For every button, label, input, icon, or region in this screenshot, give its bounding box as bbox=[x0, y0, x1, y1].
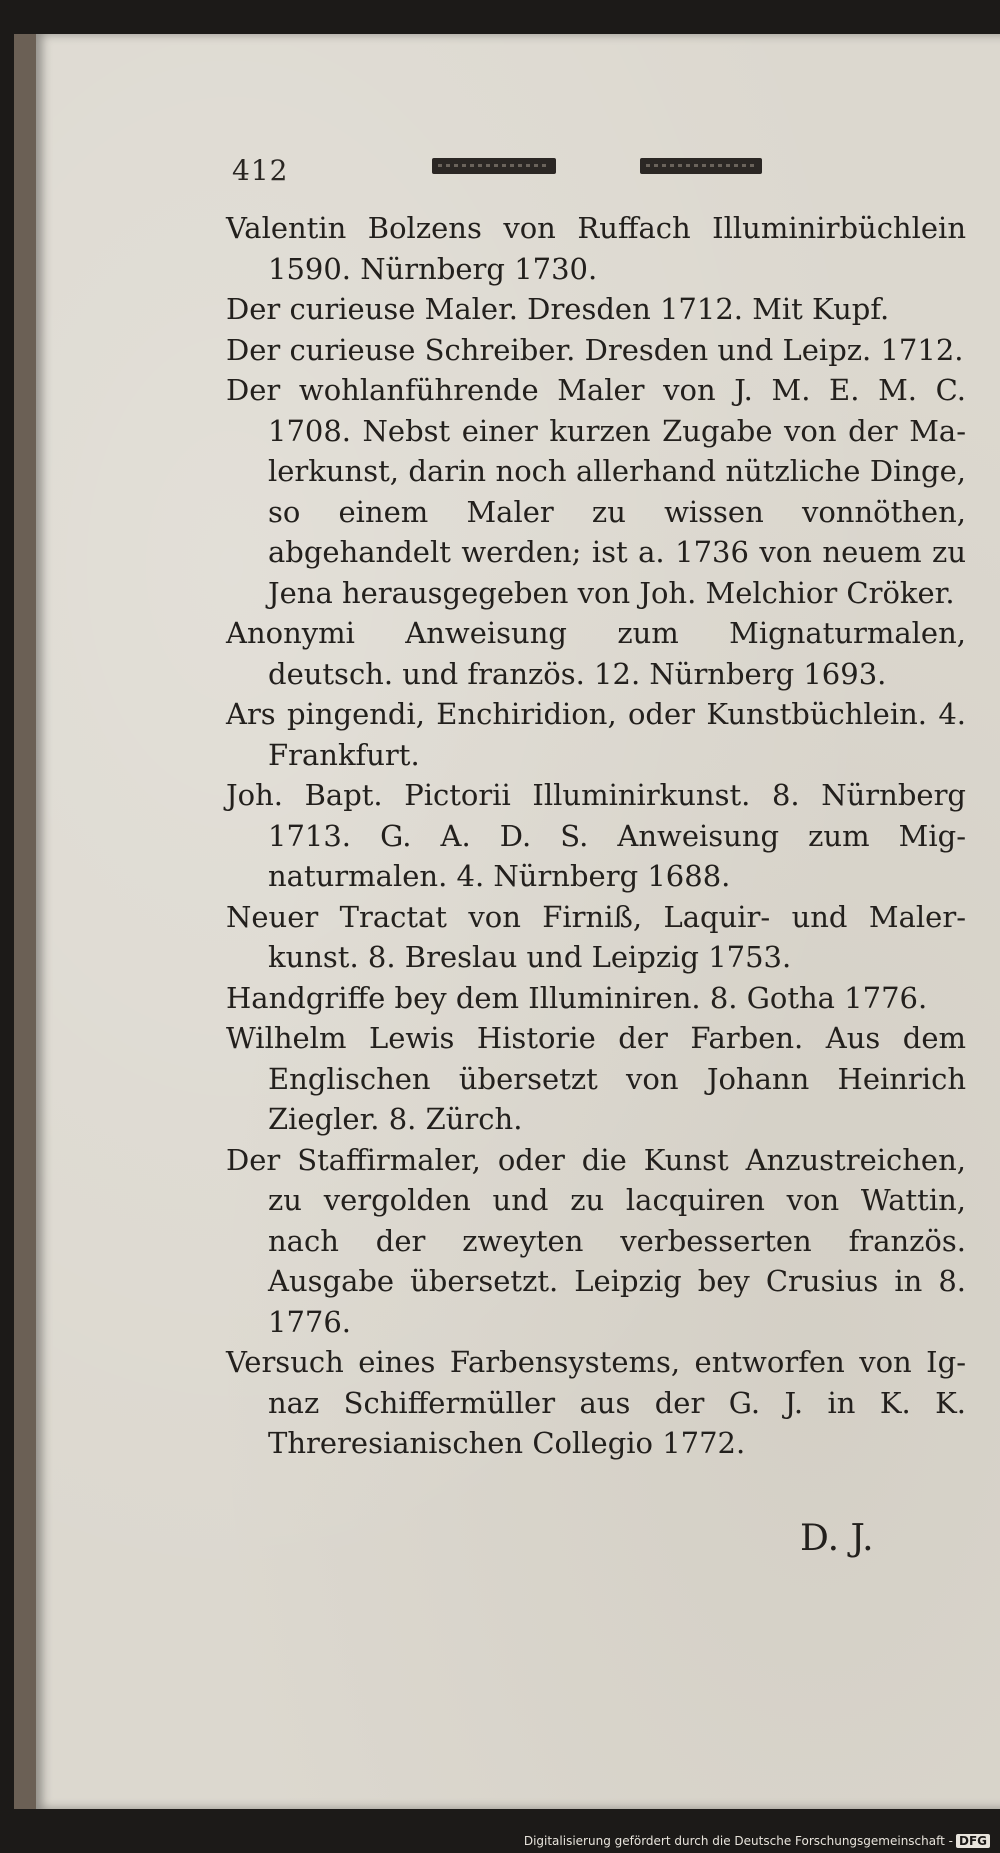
page-number: 412 bbox=[232, 154, 289, 187]
bibliography-entry: Anonymi Anweisung zum Mignaturmalen, deutsch. und französ. 12. Nürnberg 1693. bbox=[226, 616, 966, 691]
credit-text: Digitalisierung gefördert durch die Deutsche Forschungsgemeinschaft - bbox=[523, 1834, 953, 1848]
bibliography-entry: Der curieuse Maler. Dresden 1712. Mit Kupf. bbox=[226, 292, 890, 326]
bibliography-entry: Der wohlanführende Maler von J. M. E. M. C. 1708. Nebst einer kurzen Zugabe von der Malerkunst, darin noch allerhand nützliche Dinge, so einem Maler zu wissen vonnöthen, abgehandelt werden; ist a. 1736 von neuem zu Jena herausgegeben von Joh. Melchior Cröker. bbox=[226, 373, 966, 610]
bibliography-entry: Neuer Tractat von Firniß, Laquir- und Malerkunst. 8. Breslau und Leipzig 1753. bbox=[226, 899, 966, 974]
header-ornament-right bbox=[640, 158, 762, 174]
bibliography-entry: Versuch eines Farbensystems, entworfen von Ignaz Schiffermüller aus der G. J. in K. K. Threresianischen Collegio 1772. bbox=[226, 1345, 966, 1460]
bibliography-entry: Ars pingendi, Enchiridion, oder Kunstbüchlein. 4. Frankfurt. bbox=[226, 697, 966, 772]
bibliography-entry: Valentin Bolzens von Ruffach Illuminirbüchlein 1590. Nürnberg 1730. bbox=[226, 211, 966, 286]
bibliography-entry: Der curieuse Schreiber. Dresden und Leipz. 1712. bbox=[226, 332, 964, 367]
digitization-credit bbox=[524, 1834, 990, 1848]
author-initials: D. J. bbox=[800, 1518, 874, 1559]
header-ornament-left bbox=[432, 158, 556, 174]
bibliography-entry: Der Staffirmaler, oder die Kunst Anzustreichen, zu vergolden und zu lacquiren von Wattin, nach der zweyten verbesserten französ. Ausgabe übersetzt. Leipzig bey Crusius in 8. 1776. bbox=[226, 1142, 966, 1339]
bibliography-entry: Joh. Bapt. Pictorii Illuminirkunst. 8. Nürnberg 1713. G. A. D. S. Anweisung zum Mignaturmalen. 4. Nürnberg 1688. bbox=[226, 778, 966, 893]
bibliography-list bbox=[226, 208, 966, 1464]
dfg-logo: DFG bbox=[956, 1834, 990, 1848]
bibliography-entry: Handgriffe bey dem Illuminiren. 8. Gotha 1776. bbox=[226, 980, 928, 1015]
bibliography-entry: Wilhelm Lewis Historie der Farben. Aus dem Englischen übersetzt von Johann Heinrich Ziegler. 8. Zürch. bbox=[226, 1021, 966, 1136]
